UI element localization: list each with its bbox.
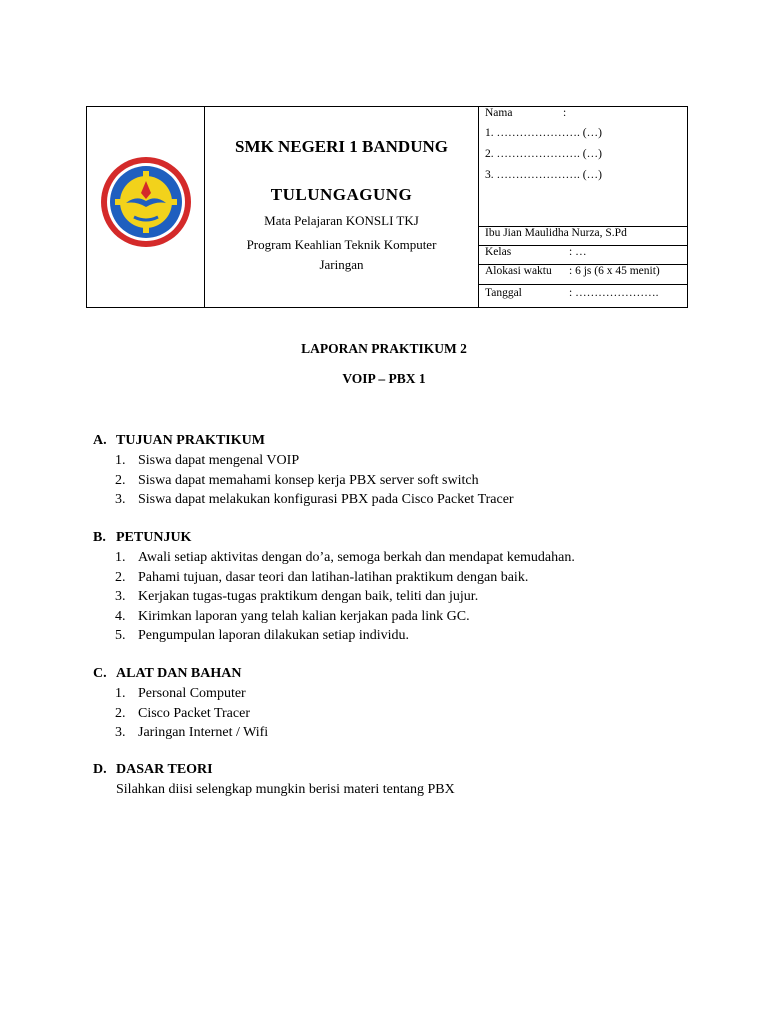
school-city: TULUNGAGUNG (270, 185, 413, 204)
section-c (93, 664, 713, 743)
kelas-value: : … (569, 246, 587, 258)
tanggal-label: Tanggal (485, 287, 522, 299)
nama-colon: : (563, 107, 567, 119)
name-line-1: 1. …………………. (…) (485, 127, 602, 139)
alokasi-row (479, 265, 687, 285)
section-d-heading: D. DASAR TEORI (93, 762, 213, 777)
kelas-row (479, 246, 687, 265)
list-item: 1. Personal Computer (115, 686, 246, 701)
tanggal-value: : …………………. (569, 287, 659, 299)
list-item: 2. Cisco Packet Tracer (115, 705, 250, 721)
nama-label: Nama (485, 107, 513, 119)
name-line-3: 3. …………………. (…) (485, 169, 602, 181)
teacher-name: Ibu Jian Maulidha Nurza, S.Pd (485, 227, 627, 239)
school-name: SMK NEGERI 1 BANDUNG (235, 137, 448, 156)
alokasi-value: : 6 js (6 x 45 menit) (569, 265, 660, 277)
list-item: 3. Jaringan Internet / Wifi (115, 725, 269, 740)
program-line: Program Keahlian Teknik Komputer Jaringan (246, 237, 437, 272)
section-b-heading: B. PETUNJUK (93, 530, 192, 545)
school-cell (205, 107, 479, 307)
subject-line: Mata Pelajaran KONSLI TKJ (264, 213, 419, 228)
list-item: 1. Awali setiap aktivitas dengan do’a, semoga berkah dan mendapat kemudahan. (115, 550, 575, 565)
logo-cell (87, 107, 205, 307)
document-title: LAPORAN PRAKTIKUM 2 (301, 341, 467, 356)
section-a (93, 431, 713, 510)
school-logo-icon (99, 155, 193, 249)
list-item: 3. Kerjakan tugas-tugas praktikum dengan baik, teliti dan jujur. (115, 589, 479, 604)
info-cell (479, 107, 687, 307)
section-d (93, 760, 713, 800)
kelas-label: Kelas (485, 246, 512, 258)
list-item: 5. Pengumpulan laporan dilakukan setiap individu. (115, 628, 410, 643)
section-c-heading: C. ALAT DAN BAHAN (93, 666, 242, 681)
section-d-text: Silahkan diisi selengkap mungkin berisi materi tentang PBX (116, 782, 455, 797)
list-item: 2. Pahami tujuan, dasar teori dan latihan-latihan praktikum dengan baik. (115, 569, 529, 585)
section-b (93, 528, 713, 646)
teacher-row (479, 227, 687, 246)
document-subtitle: VOIP – PBX 1 (342, 371, 426, 386)
list-item: 4. Kirimkan laporan yang telah kalian kerjakan pada link GC. (115, 608, 470, 624)
tanggal-row (479, 285, 687, 307)
names-block (479, 107, 687, 227)
list-item: 3. Siswa dapat melakukan konfigurasi PBX pada Cisco Packet Tracer (115, 492, 514, 507)
list-item: 1. Siswa dapat mengenal VOIP (115, 453, 300, 468)
name-line-2: 2. …………………. (…) (485, 148, 602, 160)
list-item: 2. Siswa dapat memahami konsep kerja PBX server soft switch (115, 472, 479, 488)
alokasi-label: Alokasi waktu (485, 265, 552, 277)
section-a-heading: A. TUJUAN PRAKTIKUM (93, 433, 265, 448)
header-table (86, 106, 688, 308)
